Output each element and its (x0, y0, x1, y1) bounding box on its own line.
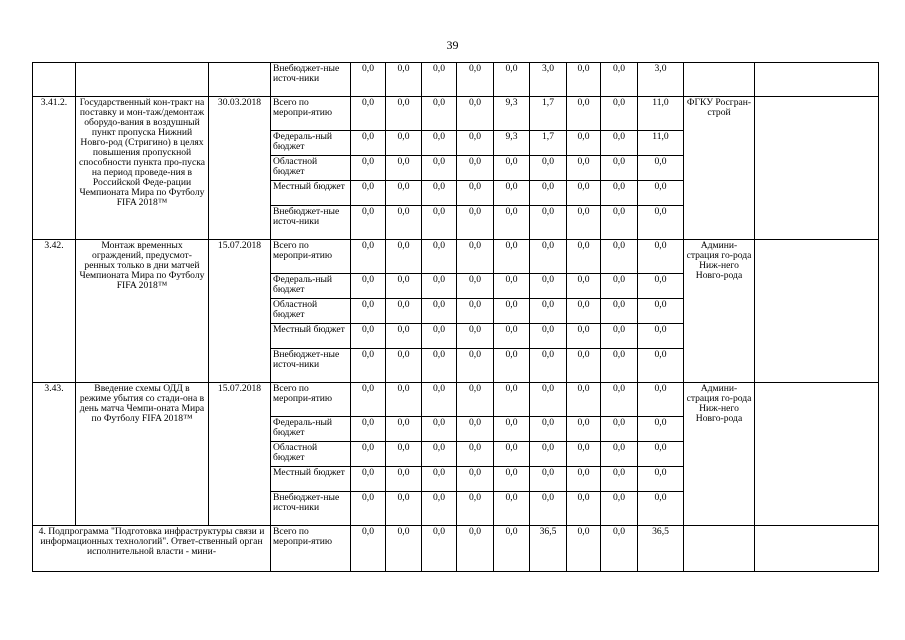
value-cell: 1,7 (530, 131, 567, 156)
value-cell: 0,0 (530, 324, 567, 349)
value-cell: 0,0 (530, 442, 567, 467)
value-cell: 0,0 (567, 240, 601, 274)
value-cell: 0,0 (351, 417, 386, 442)
value-cell: 0,0 (530, 417, 567, 442)
value-cell: 0,0 (457, 383, 494, 417)
value-cell: 0,0 (457, 63, 494, 97)
value-cell: 0,0 (567, 442, 601, 467)
value-cell: 0,0 (422, 97, 457, 131)
table-row (33, 63, 879, 97)
value-cell: 0,0 (386, 492, 422, 526)
value-cell: 11,0 (638, 131, 684, 156)
row-note (755, 97, 879, 240)
funding-source: Всего по меропри-ятию (271, 97, 351, 131)
value-cell: 0,0 (638, 417, 684, 442)
value-cell: 0,0 (457, 156, 494, 181)
row-note (755, 240, 879, 383)
budget-table (32, 62, 879, 572)
value-cell: 0,0 (567, 383, 601, 417)
value-cell: 0,0 (530, 299, 567, 324)
value-cell: 0,0 (422, 349, 457, 383)
value-cell: 0,0 (494, 299, 530, 324)
row-date: 30.03.2018 (209, 97, 271, 240)
value-cell: 0,0 (351, 131, 386, 156)
value-cell: 0,0 (638, 383, 684, 417)
value-cell: 0,0 (457, 467, 494, 492)
value-cell: 0,0 (601, 181, 638, 206)
value-cell: 0,0 (601, 442, 638, 467)
table-row (33, 526, 879, 572)
row-code: 3.41.2. (33, 97, 76, 240)
value-cell: 0,0 (601, 240, 638, 274)
value-cell: 0,0 (351, 467, 386, 492)
value-cell: 0,0 (457, 97, 494, 131)
table-row (33, 97, 879, 131)
row-code: 3.43. (33, 383, 76, 526)
funding-source: Федераль-ный бюджет (271, 131, 351, 156)
value-cell: 0,0 (567, 526, 601, 572)
value-cell: 0,0 (386, 181, 422, 206)
value-cell: 0,0 (351, 349, 386, 383)
value-cell: 0,0 (638, 181, 684, 206)
value-cell: 0,0 (457, 181, 494, 206)
funding-source: Внебюджет-ные источ-ники (271, 63, 351, 97)
value-cell: 0,0 (530, 467, 567, 492)
value-cell: 0,0 (351, 156, 386, 181)
value-cell: 0,0 (530, 240, 567, 274)
funding-source: Областной бюджет (271, 299, 351, 324)
value-cell: 0,0 (567, 492, 601, 526)
executor-cell (684, 526, 755, 572)
value-cell: 0,0 (386, 131, 422, 156)
value-cell: 0,0 (351, 274, 386, 299)
value-cell: 9,3 (494, 131, 530, 156)
funding-source: Внебюджет-ные источ-ники (271, 206, 351, 240)
value-cell: 0,0 (422, 240, 457, 274)
row-date: 15.07.2018 (209, 383, 271, 526)
value-cell: 9,3 (494, 97, 530, 131)
table-row (33, 383, 879, 417)
value-cell: 0,0 (567, 417, 601, 442)
value-cell: 0,0 (422, 383, 457, 417)
value-cell: 0,0 (601, 349, 638, 383)
value-cell: 0,0 (457, 442, 494, 467)
row-name: Государственный кон-тракт на поставку и мон-таж/демонтаж оборудо-вания в воздушный пункт пропуска Нижний Новго-род (Стригино) в целях повышения пропускной способности пункта про-пуска на период проведе-ния в Российской Феде-рации Чемпионата Мира по Футболу FIFA 2018™ (76, 97, 209, 240)
value-cell: 0,0 (494, 417, 530, 442)
value-cell: 0,0 (494, 349, 530, 383)
value-cell: 0,0 (386, 417, 422, 442)
funding-source: Местный бюджет (271, 467, 351, 492)
value-cell: 0,0 (638, 156, 684, 181)
value-cell: 0,0 (386, 274, 422, 299)
value-cell: 0,0 (494, 442, 530, 467)
value-cell: 0,0 (422, 442, 457, 467)
value-cell: 0,0 (351, 63, 386, 97)
funding-source: Областной бюджет (271, 442, 351, 467)
value-cell: 0,0 (386, 206, 422, 240)
value-cell: 0,0 (601, 467, 638, 492)
value-cell: 0,0 (530, 206, 567, 240)
value-cell: 0,0 (601, 299, 638, 324)
value-cell: 0,0 (601, 206, 638, 240)
value-cell: 0,0 (601, 417, 638, 442)
value-cell: 0,0 (386, 467, 422, 492)
value-cell: 0,0 (422, 206, 457, 240)
row-executor: ФГКУ Росгран-строй (684, 97, 755, 240)
value-cell: 0,0 (422, 156, 457, 181)
value-cell: 0,0 (457, 206, 494, 240)
value-cell: 3,0 (530, 63, 567, 97)
value-cell: 0,0 (494, 492, 530, 526)
value-cell: 0,0 (638, 492, 684, 526)
funding-source: Местный бюджет (271, 181, 351, 206)
value-cell: 0,0 (351, 526, 386, 572)
value-cell: 0,0 (457, 417, 494, 442)
value-cell: 0,0 (567, 299, 601, 324)
value-cell: 0,0 (494, 324, 530, 349)
value-cell: 0,0 (457, 299, 494, 324)
value-cell: 0,0 (601, 324, 638, 349)
value-cell: 0,0 (422, 63, 457, 97)
value-cell: 0,0 (530, 383, 567, 417)
row-code-cell (33, 63, 76, 97)
value-cell: 0,0 (638, 299, 684, 324)
value-cell: 0,0 (386, 299, 422, 324)
value-cell: 0,0 (494, 274, 530, 299)
value-cell: 0,0 (638, 206, 684, 240)
value-cell: 0,0 (351, 383, 386, 417)
value-cell: 0,0 (567, 467, 601, 492)
value-cell: 0,0 (601, 492, 638, 526)
funding-source: Внебюджет-ные источ-ники (271, 349, 351, 383)
value-cell: 0,0 (638, 467, 684, 492)
value-cell: 0,0 (422, 131, 457, 156)
value-cell: 0,0 (567, 97, 601, 131)
value-cell: 0,0 (567, 63, 601, 97)
funding-source: Федераль-ный бюджет (271, 417, 351, 442)
value-cell: 0,0 (567, 206, 601, 240)
value-cell: 0,0 (530, 274, 567, 299)
value-cell: 0,0 (351, 181, 386, 206)
value-cell: 0,0 (530, 156, 567, 181)
value-cell: 0,0 (494, 63, 530, 97)
value-cell: 0,0 (386, 63, 422, 97)
row-executor: Админи-страция го-рода Ниж-него Новго-рода (684, 383, 755, 526)
value-cell: 0,0 (386, 349, 422, 383)
value-cell: 0,0 (422, 324, 457, 349)
value-cell: 0,0 (422, 417, 457, 442)
value-cell: 0,0 (351, 97, 386, 131)
value-cell: 0,0 (386, 324, 422, 349)
value-cell: 0,0 (351, 442, 386, 467)
value-cell: 0,0 (567, 156, 601, 181)
value-cell: 0,0 (530, 349, 567, 383)
note-cell (755, 526, 879, 572)
value-cell: 0,0 (422, 467, 457, 492)
value-cell: 0,0 (530, 181, 567, 206)
row-executor: Админи-страция го-рода Ниж-него Новго-рода (684, 240, 755, 383)
value-cell: 0,0 (494, 156, 530, 181)
funding-source: Внебюджет-ные источ-ники (271, 492, 351, 526)
value-cell: 0,0 (638, 324, 684, 349)
value-cell: 0,0 (386, 240, 422, 274)
value-cell: 0,0 (494, 181, 530, 206)
row-name: Монтаж временных ограждений, предусмот-ренных только в дни матчей Чемпионата Мира по Футболу FIFA 2018™ (76, 240, 209, 383)
value-cell: 0,0 (601, 97, 638, 131)
value-cell: 0,0 (457, 526, 494, 572)
value-cell: 0,0 (567, 181, 601, 206)
value-cell: 0,0 (457, 240, 494, 274)
value-cell: 0,0 (638, 442, 684, 467)
value-cell: 0,0 (351, 492, 386, 526)
value-cell: 0,0 (422, 299, 457, 324)
value-cell: 0,0 (601, 131, 638, 156)
value-cell: 0,0 (386, 383, 422, 417)
value-cell: 0,0 (386, 97, 422, 131)
value-cell: 0,0 (386, 526, 422, 572)
value-cell: 0,0 (386, 156, 422, 181)
value-cell: 1,7 (530, 97, 567, 131)
value-cell: 0,0 (457, 324, 494, 349)
value-cell: 0,0 (457, 131, 494, 156)
row-code: 3.42. (33, 240, 76, 383)
funding-source: Федераль-ный бюджет (271, 274, 351, 299)
funding-source: Всего по меропри-ятию (271, 383, 351, 417)
value-cell: 0,0 (567, 324, 601, 349)
executor-cell (684, 63, 755, 97)
value-cell: 0,0 (638, 349, 684, 383)
value-cell: 36,5 (638, 526, 684, 572)
value-cell: 0,0 (601, 156, 638, 181)
value-cell: 0,0 (494, 383, 530, 417)
value-cell: 3,0 (638, 63, 684, 97)
value-cell: 0,0 (351, 324, 386, 349)
value-cell: 0,0 (601, 63, 638, 97)
value-cell: 0,0 (422, 181, 457, 206)
value-cell: 0,0 (351, 299, 386, 324)
value-cell: 0,0 (601, 383, 638, 417)
row-note (755, 383, 879, 526)
value-cell: 0,0 (567, 349, 601, 383)
value-cell: 0,0 (601, 526, 638, 572)
value-cell: 0,0 (386, 442, 422, 467)
value-cell: 0,0 (422, 274, 457, 299)
row-name: Введение схемы ОДД в режиме убытия со стади-она в день матча Чемпи-оната Мира по Футболу FIFA 2018™ (76, 383, 209, 526)
funding-source: Местный бюджет (271, 324, 351, 349)
value-cell: 0,0 (494, 206, 530, 240)
value-cell: 0,0 (638, 240, 684, 274)
value-cell: 0,0 (351, 206, 386, 240)
value-cell: 0,0 (567, 274, 601, 299)
value-cell: 0,0 (638, 274, 684, 299)
value-cell: 0,0 (457, 492, 494, 526)
note-cell (755, 63, 879, 97)
value-cell: 0,0 (601, 274, 638, 299)
value-cell: 36,5 (530, 526, 567, 572)
value-cell: 0,0 (457, 349, 494, 383)
value-cell: 0,0 (494, 467, 530, 492)
page-number: 39 (446, 38, 459, 52)
value-cell: 0,0 (530, 492, 567, 526)
value-cell: 0,0 (494, 240, 530, 274)
funding-source: Всего по меропри-ятию (271, 240, 351, 274)
value-cell: 0,0 (567, 131, 601, 156)
table-row (33, 240, 879, 274)
row-date-cell (209, 63, 271, 97)
value-cell: 0,0 (457, 274, 494, 299)
subprogram-title: 4. Подпрограмма "Подготовка инфраструктуры связи и информационных технологий". Ответ-ственный орган исполнительной власти - мини- (33, 526, 271, 572)
funding-source: Всего по меропри-ятию (271, 526, 351, 572)
value-cell: 11,0 (638, 97, 684, 131)
value-cell: 0,0 (351, 240, 386, 274)
row-name-cell (76, 63, 209, 97)
funding-source: Областной бюджет (271, 156, 351, 181)
row-date: 15.07.2018 (209, 240, 271, 383)
value-cell: 0,0 (422, 526, 457, 572)
value-cell: 0,0 (422, 492, 457, 526)
value-cell: 0,0 (494, 526, 530, 572)
